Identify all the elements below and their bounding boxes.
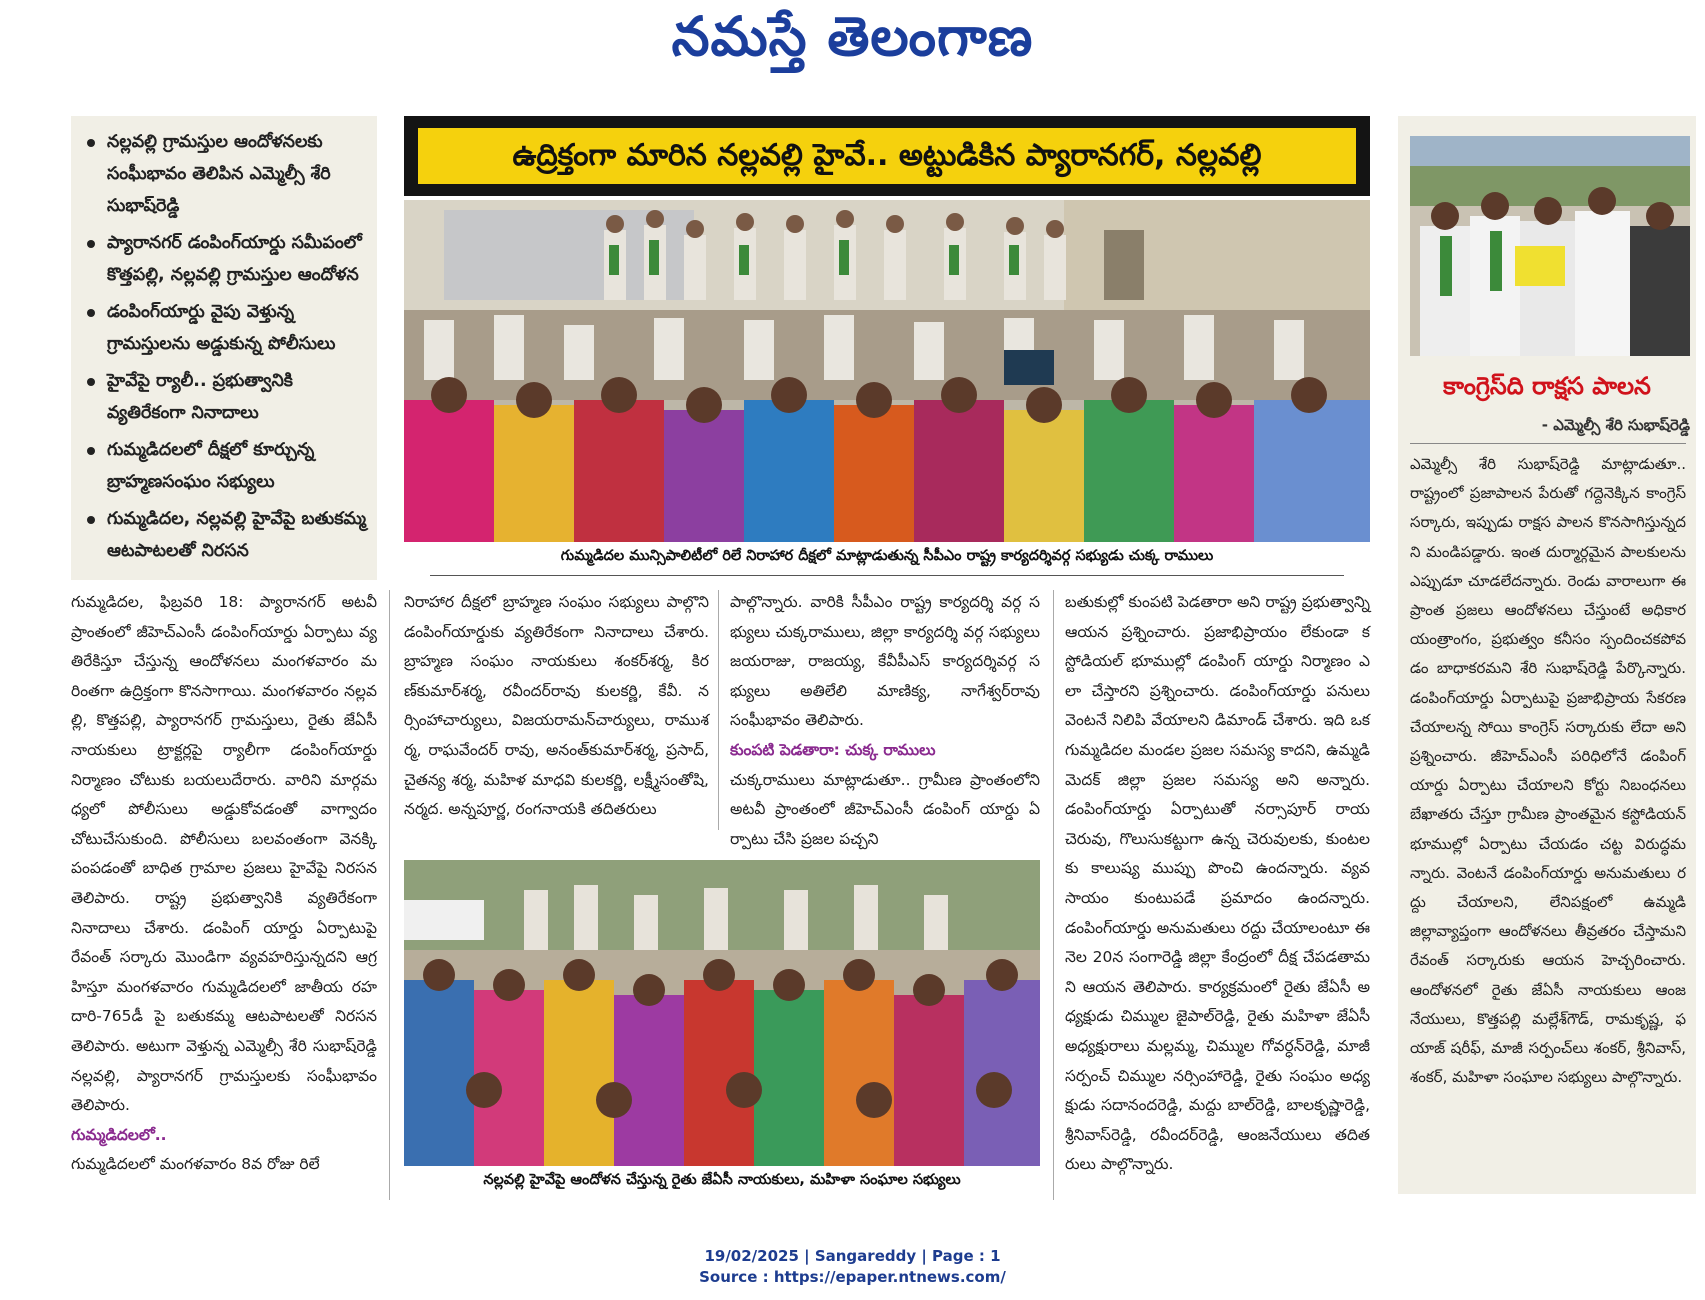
- article-text: గుమ్మడిదల, ఫిబ్రవరి 18: ప్యారానగర్ అటవీ ప్రాంతంలో జీహెచ్ఎంసీ డంపింగ్‌యార్డు ఏర్పాటు వ్యతిరేకిస్తూ చేస్తున్న ఆందోళనలు మంగళవారం మరింతగా ఉద్రిక్తంగా కొనసాగాయి. మంగళవారం నల్లవల్లి, కొత్తపల్లి, ప్యారానగర్ గ్రామస్తులు, రైతు జేఏసీ నాయకులు ట్రాక్టర్లపై ర్యాలీగా డంపింగ్‌యార్డు నిర్మాణం చోటుకు బయలుదేరారు. వారిని మార్గమధ్యలో పోలీసులు అడ్డుకోవడంతో వాగ్వాదం చోటుచేసుకుంది. పోలీసులు బలవంతంగా వెనక్కి పంపడంతో బాధిత గ్రామాల ప్రజలు హైవేపై నిరసన తెలిపారు. రాష్ట్ర ప్రభుత్వానికి వ్యతిరేకంగా నినాదాలు చేశారు. డంపింగ్ యార్డు ఏర్పాటుపై రేవంత్ సర్కారు మొండిగా వ్యవహరిస్తున్నదని ఆగ్రహిస్తూ మంగళవారం గుమ్మడిదలలో జాతీయ రహదారి-765డీ పై బతుకమ్మ ఆటపాటలతో నిరసన తెలిపారు. అటుగా వెళ్తున్న ఎమ్మెల్సీ శేరి సుభాష్‌రెడ్డి నల్లవల్లి, ప్యారానగర్ గ్రామస్తులకు సంఘీభావం తెలిపారు.: [71, 593, 377, 1115]
- main-photo-caption: గుమ్మడిదల మున్సిపాలిటీలో రిలే నిరాహార దీక్షలో మాట్లాడుతున్న సీపీఎం రాష్ట్ర కార్యదర్శివర్గ సభ్యుడు చుక్క రాములు: [560, 548, 1214, 564]
- headline-text: ఉద్రిక్తంగా మారిన నల్లవల్లి హైవే.. అట్టుడికిన ప్యారానగర్, నల్లవల్లి: [418, 128, 1356, 184]
- article-text: పాల్గొన్నారు. వారికి సీపీఎం రాష్ట్ర కార్యదర్శి వర్గ సభ్యులు చుక్కరాములు, జిల్లా కార్యదర్శి వర్గ సభ్యులు జయరాజు, రాజయ్య, కేవీపీఎస్ కార్యదర్శివర్గ సభ్యులు అతిలేలి మాణిక్య, నాగేశ్వర్‌రావు సంఘీభావం తెలిపారు.: [730, 593, 1040, 730]
- column-divider: [718, 590, 719, 830]
- bullet-icon: [87, 378, 95, 386]
- sidebar-divider: [1410, 443, 1686, 444]
- sidebar-byline: - ఎమ్మెల్సీ శేరి సుభాష్‌రెడ్డి: [1541, 416, 1690, 434]
- article-text: చుక్కరాములు మాట్లాడుతూ.. గ్రామీణ ప్రాంతంలోని అటవీ ప్రాంతంలో జీహెచ్ఎంసీ డంపింగ్ యార్డు ఏర్పాటు చేసి ప్రజల పచ్చని: [730, 770, 1040, 848]
- section-subhead: గుమ్మడిదలలో..: [71, 1125, 167, 1144]
- column-divider: [1053, 590, 1054, 1200]
- bullet-icon: [87, 447, 95, 455]
- sidebar-title: కాంగ్రెస్‌ది రాక్షస పాలన: [1443, 372, 1651, 400]
- main-protest-photo: [404, 200, 1370, 542]
- article-text: గుమ్మడిదలలో మంగళవారం 8వ రోజు రిలే: [71, 1155, 320, 1174]
- masthead: [0, 0, 1705, 90]
- page-footer: [0, 1246, 1705, 1288]
- caption-divider: [430, 575, 1344, 576]
- article-column-3: [730, 588, 1040, 854]
- summary-item: గుమ్మడిదల, నల్లవల్లి హైవేపై బతుకమ్మ ఆటపాటలతో నిరసన: [81, 503, 369, 567]
- second-photo-caption: నల్లవల్లి హైవేపై ఆందోళన చేస్తున్న రైతు జేఏసీ నాయకులు, మహిళా సంఘాల సభ్యులు: [483, 1172, 961, 1188]
- article-text: బతుకుల్లో కుంపటి పెడతారా అని రాష్ట్ర ప్రభుత్వాన్ని ఆయన ప్రశ్నించారు. ప్రజాభిప్రాయం లేకుండా కస్టోడియల్ భూముల్లో డంపింగ్ యార్డు నిర్మాణం ఎలా చేస్తారని ప్రశ్నించారు. డంపింగ్‌యార్డు పనులు వెంటనే నిలిపి వేయాలని డిమాండ్ చేశారు. ఇది ఒక గుమ్మడిదల మండల ప్రజల సమస్య కాదని, ఉమ్మడి మెదక్ జిల్లా ప్రజల సమస్య అని అన్నారు. డంపింగ్‌యార్డు ఏర్పాటుతో నర్సాపూర్ రాయ చెరువు, గొలుసుకట్టుగా ఉన్న చెరువులకు, కుంటలకు కాలుష్య ముప్పు పొంచి ఉందన్నారు. వ్యవసాయం కుంటుపడే ప్రమాదం ఉందన్నారు. డంపింగ్‌యార్డు అనుమతులు రద్దు చేయాలంటూ ఈనెల 20న సంగారెడ్డి జిల్లా కేంద్రంలో దీక్ష చేపడతామని ఆయన తెలిపారు. కార్యక్రమంలో రైతు జేఏసీ అధ్యక్షుడు చిమ్ముల జైపాల్‌రెడ్డి, రైతు మహిళా జేఏసీ అధ్యక్షురాలు మల్లమ్మ, చిమ్ముల గోవర్ధన్‌రెడ్డి, మాజీ సర్పంచ్ చిమ్ముల నర్సింహారెడ్డి, రైతు సంఘం అధ్యక్షుడు సదానందరెడ్డి, మద్దు బాల్‌రెడ్డి, బాలకృష్ణారెడ్డి, శ్రీనివాస్‌రెడ్డి, రవీందర్‌రెడ్డి, ఆంజనేయులు తదితరులు పాల్గొన్నారు.: [1065, 593, 1370, 1174]
- sidebar-article: [1410, 450, 1686, 1092]
- summary-item: డంపింగ్‌యార్డు వైపు వెళ్తున్న గ్రామస్తులను అడ్డుకున్న పోలీసులు: [81, 296, 369, 360]
- column-divider: [389, 590, 390, 1200]
- bullet-icon: [87, 309, 95, 317]
- article-column-2: [404, 588, 709, 825]
- highway-protest-photo: [404, 860, 1040, 1166]
- section-subhead: కుంపటి పెడతారా: చుక్క రాములు: [730, 740, 936, 759]
- headline-banner: [404, 116, 1370, 196]
- article-column-4: [1065, 588, 1370, 1180]
- summary-list: [81, 126, 369, 567]
- bullet-icon: [87, 139, 95, 147]
- summary-box: [71, 116, 377, 580]
- article-text: నిరాహార దీక్షలో బ్రాహ్మణ సంఘం సభ్యులు పాల్గొని డంపింగ్‌యార్డుకు వ్యతిరేకంగా నినాదాలు చేశారు. బ్రాహ్మణ సంఘం నాయకులు శంకర్‌శర్మ, కిరణ్‌కుమార్‌శర్మ, రవీందర్‌రావు కులకర్ణి, కేవీ. నర్సింహాచార్యులు, విజయరామన్‌చార్యులు, రాముశర్మ, రాఘవేందర్ రావు, అనంత్‌కుమార్‌శర్మ, ప్రసాద్, చైతన్య శర్మ, మహిళ మాధవి కులకర్ణి, లక్ష్మీసంతోషి, నర్మద. అన్నపూర్ణ, రంగనాయకి తదితరులు: [404, 593, 709, 819]
- summary-item: గుమ్మడిదలలో దీక్షలో కూర్చున్న బ్రాహ్మణసంఘం సభ్యులు: [81, 434, 369, 498]
- sidebar-text: ఎమ్మెల్సీ శేరి సుభాష్‌రెడ్డి మాట్లాడుతూ.. రాష్ట్రంలో ప్రజాపాలన పేరుతో గద్దెనెక్కిన కాంగ్రెస్ సర్కారు, ఇప్పుడు రాక్షస పాలన కొనసాగిస్తున్నదని మండిపడ్డారు. ఇంత దుర్మార్గమైన పాలకులను ఎప్పుడూ చూడలేదన్నారు. రెండు వారాలుగా ఈ ప్రాంత ప్రజలు ఆందోళనలు చేస్తుంటే అధికార యంత్రాంగం, ప్రభుత్వం కనీసం స్పందించకపోవడం బాధాకరమని శేరి సుభాష్‌రెడ్డి పేర్కొన్నారు. డంపింగ్‌యార్డు ఏర్పాటుపై ప్రజాభిప్రాయ సేకరణ చేయాలన్న సోయి కాంగ్రెస్ సర్కారుకు లేదా అని ప్రశ్నించారు. జీహెచ్ఎంసీ పరిధిలోనే డంపింగ్ యార్డు ఏర్పాటు చేయాలని కోర్టు నిబంధనలు బేఖాతరు చేస్తూ గ్రామీణ ప్రాంతమైన కస్టోడియన్ భూముల్లో ఏర్పాటు చేయడం చట్ట విరుద్ధమన్నారు. వెంటనే డంపింగ్‌యార్డు అనుమతులు రద్దు చేయాలని, లేనిపక్షంలో ఉమ్మడి జిల్లావ్యాప్తంగా ఆందోళనలు తీవ్రతరం చేస్తామని రేవంత్ సర్కారుకు ఆయన హెచ్చరించారు. ఆందోళనలో రైతు జేఏసీ నాయకులు ఆంజనేయులు, కొత్తపల్లి మల్లేశ్‌గౌడ్, రామకృష్ణ, ఫయాజ్ షరీఫ్, మాజీ సర్పంచ్‌లు శంకర్, శ్రీనివాస్, శంకర్, మహిళా సంఘాల సభ్యులు పాల్గొన్నారు.: [1410, 455, 1686, 1087]
- mlc-photo: [1410, 136, 1690, 356]
- footer-source-line: Source : https://epaper.ntnews.com/: [699, 1268, 1006, 1286]
- article-column-1: [71, 588, 377, 1180]
- bullet-icon: [87, 516, 95, 524]
- summary-item: ప్యారానగర్ డంపింగ్‌యార్డు సమీపంలో కొత్తపల్లి, నల్లవల్లి గ్రామస్తుల ఆందోళన: [81, 227, 369, 291]
- newspaper-logo: నమస్తే తెలంగాణ: [671, 4, 1034, 68]
- summary-item: హైవేపై ర్యాలీ.. ప్రభుత్వానికి వ్యతిరేకంగా నినాదాలు: [81, 365, 369, 429]
- summary-item: నల్లవల్లి గ్రామస్తుల ఆందోళనలకు సంఘీభావం తెలిపిన ఎమ్మెల్సీ శేరి సుభాష్‌రెడ్డి: [81, 126, 369, 222]
- footer-date-line: 19/02/2025 | Sangareddy | Page : 1: [704, 1247, 1001, 1265]
- bullet-icon: [87, 240, 95, 248]
